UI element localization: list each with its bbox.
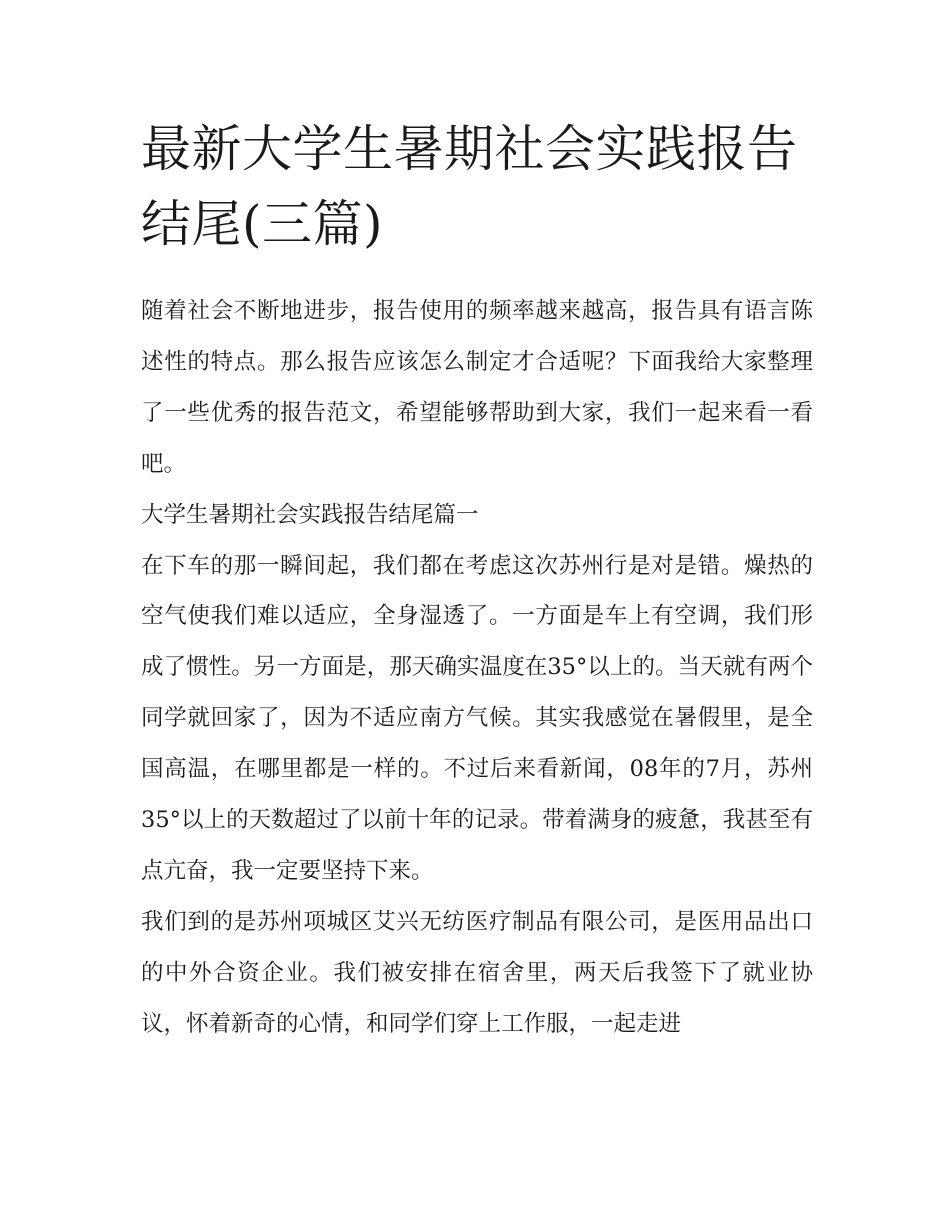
- document-page: [141, 112, 813, 1050]
- section-heading: 大学生暑期社会实践报告结尾篇一: [141, 501, 479, 528]
- body-paragraph: 我们到的是苏州项城区艾兴无纺医疗制品有限公司，是医用品出口的中外合资企业。我们被安排在宿舍里，两天后我签下了就业协议，怀着新奇的心情，和同学们穿上工作服，一起走进: [141, 908, 813, 1037]
- intro-paragraph: 随着社会不断地进步，报告使用的频率越来越高，报告具有语言陈述性的特点。那么报告应该怎么制定才合适呢？下面我给大家整理了一些优秀的报告范文，希望能够帮助到大家，我们一起来看一看吧。: [141, 298, 813, 477]
- document-title: 最新大学生暑期社会实践报告结尾(三篇): [141, 120, 798, 253]
- body-paragraph: 在下车的那一瞬间起，我们都在考虑这次苏州行是对是错。燥热的空气使我们难以适应，全身湿透了。一方面是车上有空调，我们形成了惯性。另一方面是，那天确实温度在35°以上的。当天就有两个同学就回家了，因为不适应南方气候。其实我感觉在暑假里，是全国高温，在哪里都是一样的。不过后来看新闻，08年的7月，苏州35°以上的天数超过了以前十年的记录。带着满身的疲惫，我甚至有点亢奋，我一定要坚持下来。: [141, 552, 813, 884]
- document-body: [141, 286, 813, 1050]
